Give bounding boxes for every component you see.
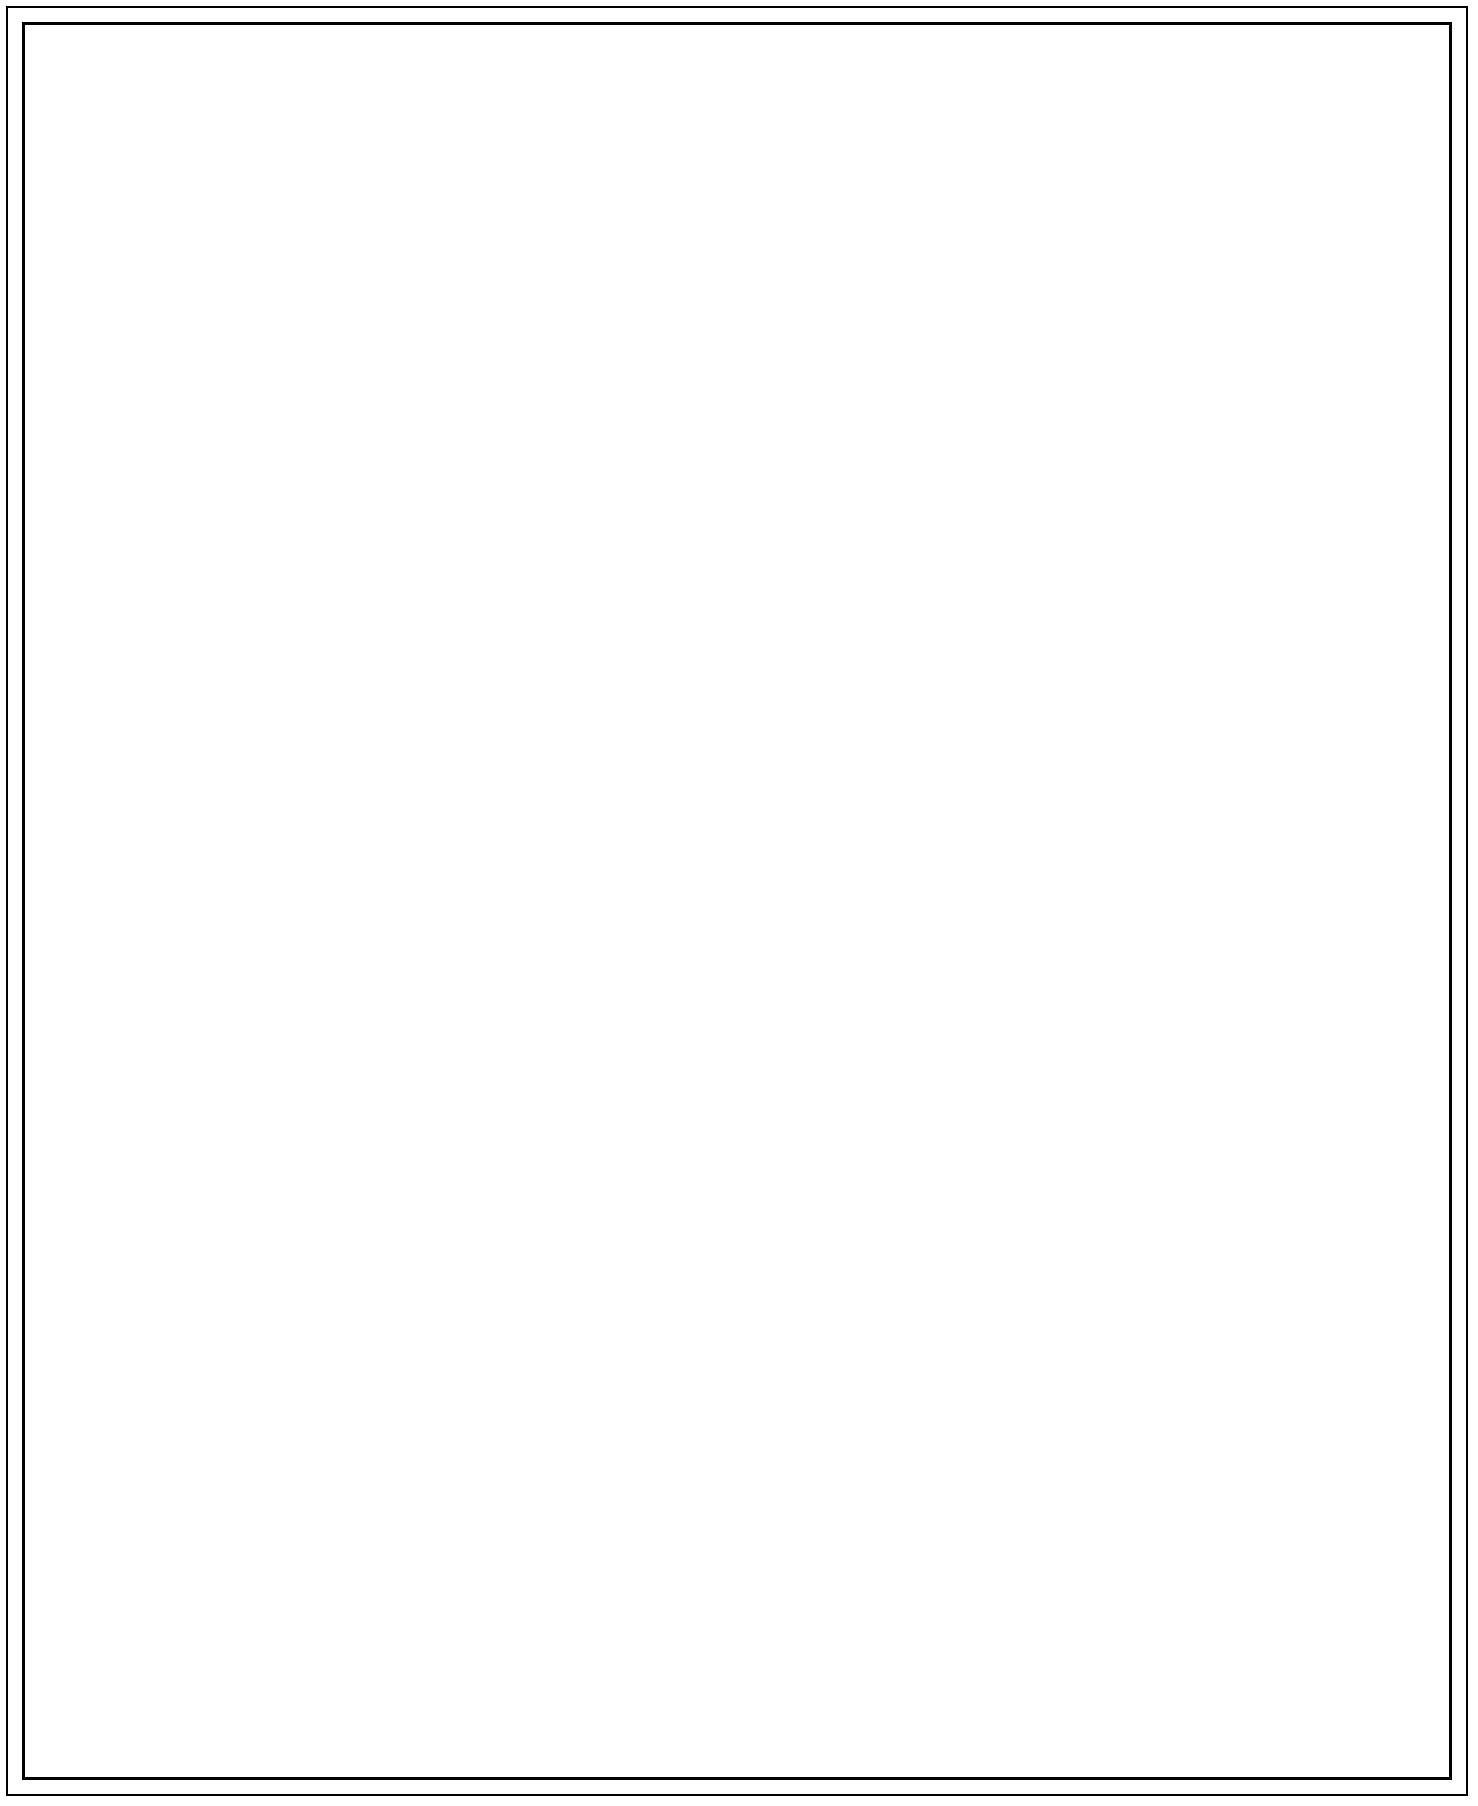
outer-border xyxy=(6,6,1468,1796)
notice-panel xyxy=(22,22,1452,1780)
